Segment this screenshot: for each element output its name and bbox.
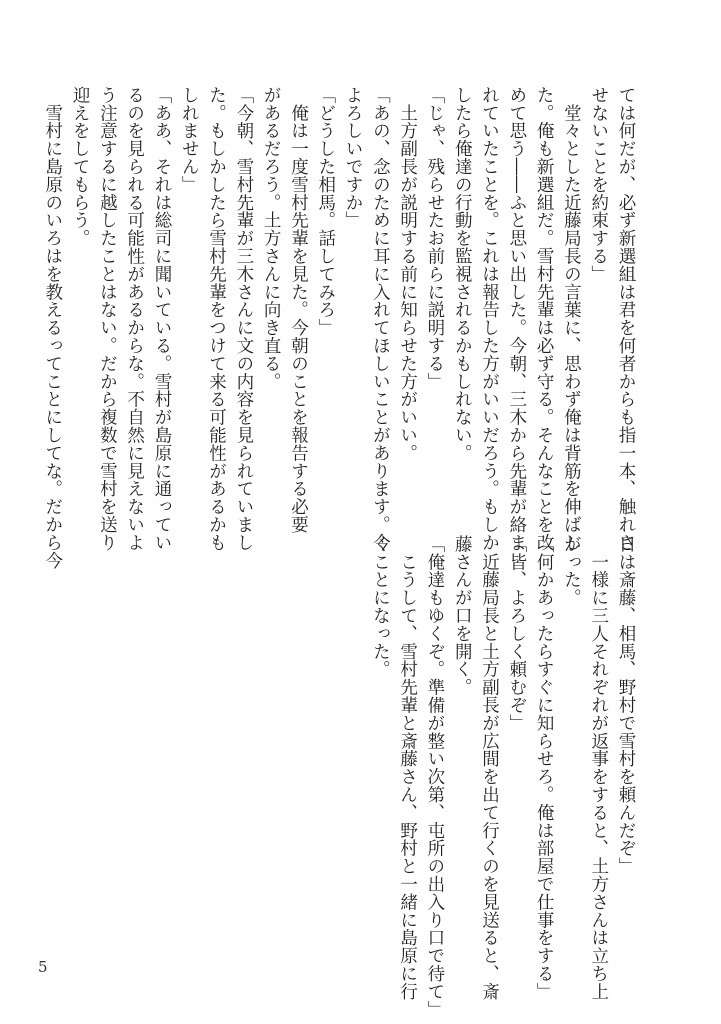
text-line: 近藤局長と土方副長が広間を出て行くのを見送ると、斎	[479, 535, 500, 1001]
text-line: た。もしかしたら雪村先輩をつけて来る可能性があるかも	[206, 86, 227, 552]
text-line: しれません」	[179, 86, 200, 194]
text-block-lower	[366, 535, 639, 1019]
text-line: よろしいですか」	[343, 86, 364, 230]
text-line: た。俺も新選組だ。雪村先輩は必ず守る。そんなことを改	[534, 86, 555, 552]
text-line: 「俺達もゆくぞ。準備が整い次第、屯所の出入り口で待て」	[424, 535, 445, 1019]
text-line: るのを見られる可能性があるからな。不自然に見えないよ	[124, 86, 145, 552]
text-line: がった。	[561, 535, 582, 607]
text-line: 「ああ、それは総司に聞いている。雪村が島原に通ってい	[151, 86, 172, 552]
text-line: 「皆、よろしく頼むぞ」	[506, 535, 527, 732]
text-line: があるだろう。土方さんに向き直る。	[261, 86, 282, 391]
text-line: こうして、雪村先輩と斎藤さん、野村と一緒に島原に行	[397, 535, 418, 1001]
text-line: したら俺達の行動を監視されるかもしれない。	[452, 86, 473, 462]
text-line: 「じゃ、残らせたお前らに説明する」	[424, 86, 445, 391]
text-line: ては何だが、必ず新選組は君を何者からも指一本、触れさ	[616, 86, 636, 552]
text-line: う注意するに越したことはない。だから複数で雪村を送り	[97, 86, 118, 552]
text-line: めて思う――ふと思い出した。今朝、三木から先輩が絡ま	[506, 86, 527, 552]
text-line: れていたことを。これは報告した方がいいだろう。もしか	[479, 86, 500, 552]
text-line: 「今朝、雪村先輩が三木さんに文の内容を見られていまし	[233, 86, 254, 552]
page-number: 5	[38, 958, 48, 976]
text-line: 日は斎藤、相馬、野村で雪村を頼んだぞ」	[616, 535, 636, 876]
text-line: 雪村に島原のいろはを教えるってことにしてな。だから今	[42, 86, 63, 570]
text-line: 一様に三人それぞれが返事をすると、土方さんは立ち上	[588, 535, 609, 1001]
text-line: 「何かあったらすぐに知らせろ。俺は部屋で仕事をする」	[534, 535, 555, 1001]
text-line: 堂々とした近藤局長の言葉に、思わず俺は背筋を伸ばし	[561, 86, 582, 552]
text-line: 「あの、念のために耳に入れてほしいことがあります。今	[370, 86, 391, 552]
text-line: くことになった。	[370, 535, 391, 679]
text-line: 迎えをしてもらう。	[70, 86, 91, 248]
text-line: 土方副長が説明する前に知らせた方がいい。	[397, 86, 418, 462]
text-block-upper	[38, 86, 639, 570]
text-line: せないことを約束する」	[588, 86, 609, 283]
text-line: 藤さんが口を開く。	[452, 535, 473, 697]
text-line: 俺は一度雪村先輩を見た。今朝のことを報告する必要	[288, 86, 309, 534]
text-line: 「どうした相馬。話してみろ」	[315, 86, 336, 337]
